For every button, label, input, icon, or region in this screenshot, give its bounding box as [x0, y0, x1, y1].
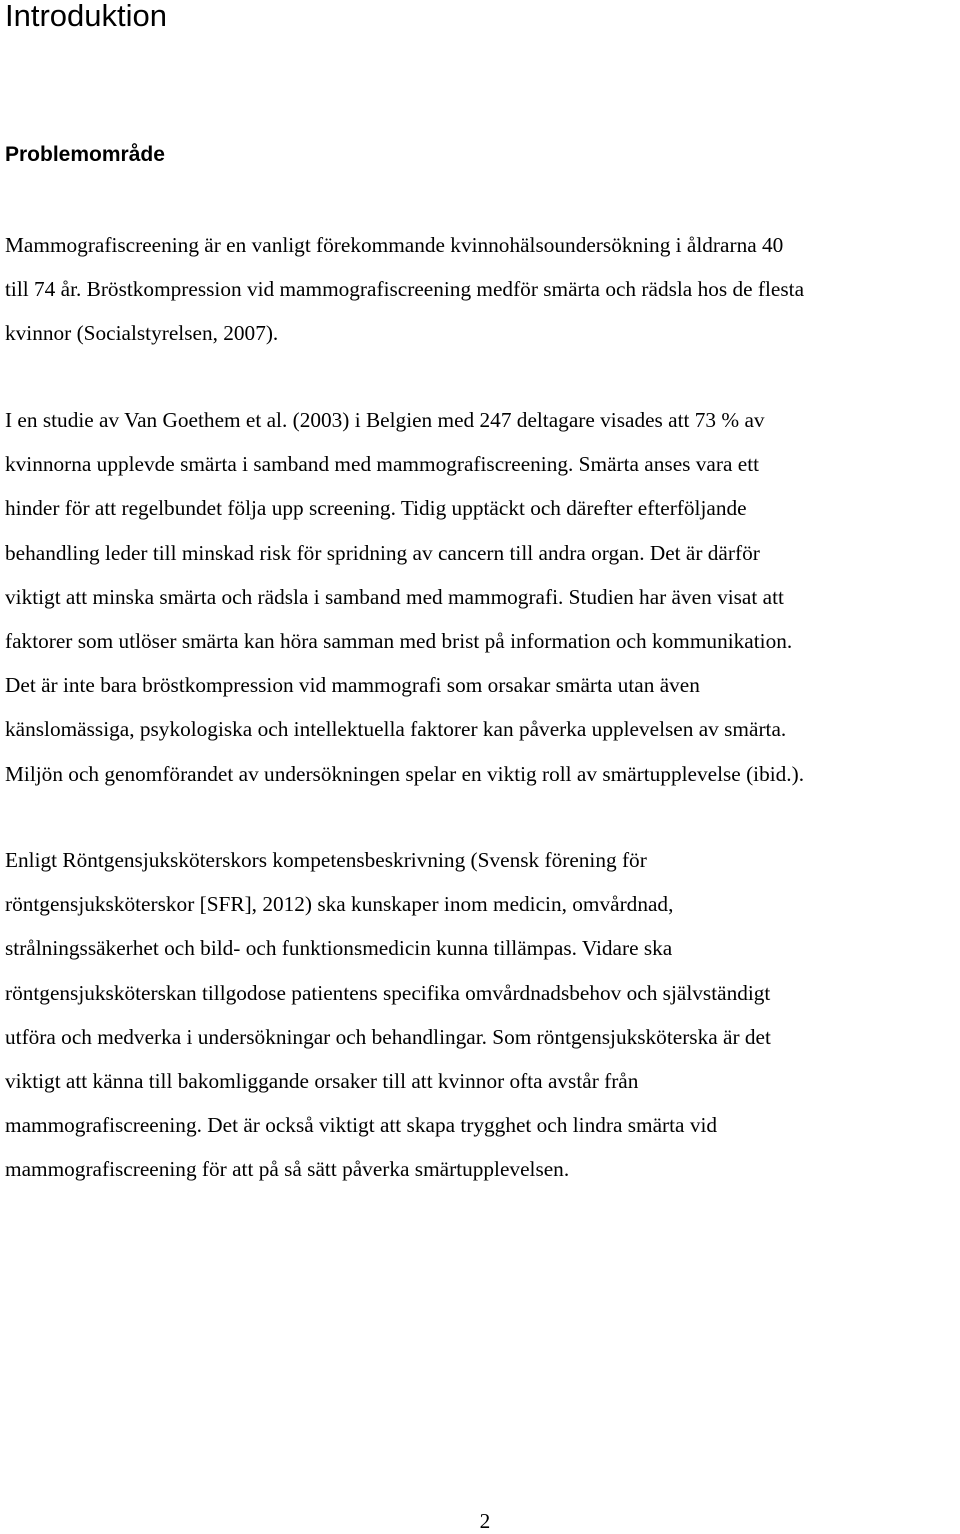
paragraph-line: Miljön och genomförandet av undersökningen spelar en viktig roll av smärtupplevelse (ibid.). — [5, 761, 805, 786]
paragraph-line: hinder för att regelbundet följa upp screening. Tidig upptäckt och därefter efterföljande — [5, 496, 747, 521]
paragraph-line: Enligt Röntgensjuksköterskors kompetensbeskrivning (Svensk förening för — [5, 848, 647, 872]
paragraph-line: viktigt att minska smärta och rädsla i samband med mammografi. Studien har även visat att — [5, 584, 784, 609]
paragraph-line: kvinnor (Socialstyrelsen, 2007). — [5, 321, 279, 346]
paragraph-line: röntgensjuksköterskan tillgodose patientens specifika omvårdnadsbehov och självständigt — [5, 980, 771, 1005]
paragraph — [5, 223, 955, 356]
paragraph-line: faktorer som utlöser smärta kan höra samman med brist på information och kommunikation. — [5, 629, 793, 654]
paragraph — [5, 398, 955, 796]
paragraph-line: viktigt att känna till bakomliggande orsaker till att kvinnor ofta avstår från — [5, 1069, 639, 1094]
paragraph-line: strålningssäkerhet och bild- och funktionsmedicin kunna tillämpas. Vidare ska — [5, 936, 673, 961]
page-number: 2 — [479, 1509, 491, 1533]
paragraph — [5, 838, 955, 1192]
chapter-title: Introduktion — [5, 0, 167, 33]
paragraph-line: mammografiscreening. Det är också viktigt att skapa trygghet och lindra smärta vid — [5, 1113, 718, 1138]
paragraph-line: röntgensjuksköterskor [SFR], 2012) ska kunskaper inom medicin, omvårdnad, — [5, 892, 674, 917]
paragraph-line: behandling leder till minskad risk för spridning av cancern till andra organ. Det är därför — [5, 540, 760, 565]
paragraph-line: utföra och medverka i undersökningar och behandlingar. Som röntgensjuksköterska är det — [5, 1024, 771, 1049]
section-heading: Problemområde — [5, 143, 165, 166]
paragraph-line: känslomässiga, psykologiska och intellektuella faktorer kan påverka upplevelsen av smärta. — [5, 717, 787, 742]
paragraph-line: Det är inte bara bröstkompression vid mammografi som orsakar smärta utan även — [5, 673, 700, 698]
paragraph-line: Mammografiscreening är en vanligt förekommande kvinnohälsoundersökning i åldrarna 40 — [5, 233, 784, 257]
paragraph-line: mammografiscreening för att på så sätt påverka smärtupplevelsen. — [5, 1157, 570, 1182]
paragraph-line: I en studie av Van Goethem et al. (2003) i Belgien med 247 deltagare visades att 73 % av — [5, 408, 765, 432]
paragraph-line: kvinnorna upplevde smärta i samband med mammografiscreening. Smärta anses vara ett — [5, 452, 760, 477]
paragraph-line: till 74 år. Bröstkompression vid mammografiscreening medför smärta och rädsla hos de flesta — [5, 277, 805, 302]
